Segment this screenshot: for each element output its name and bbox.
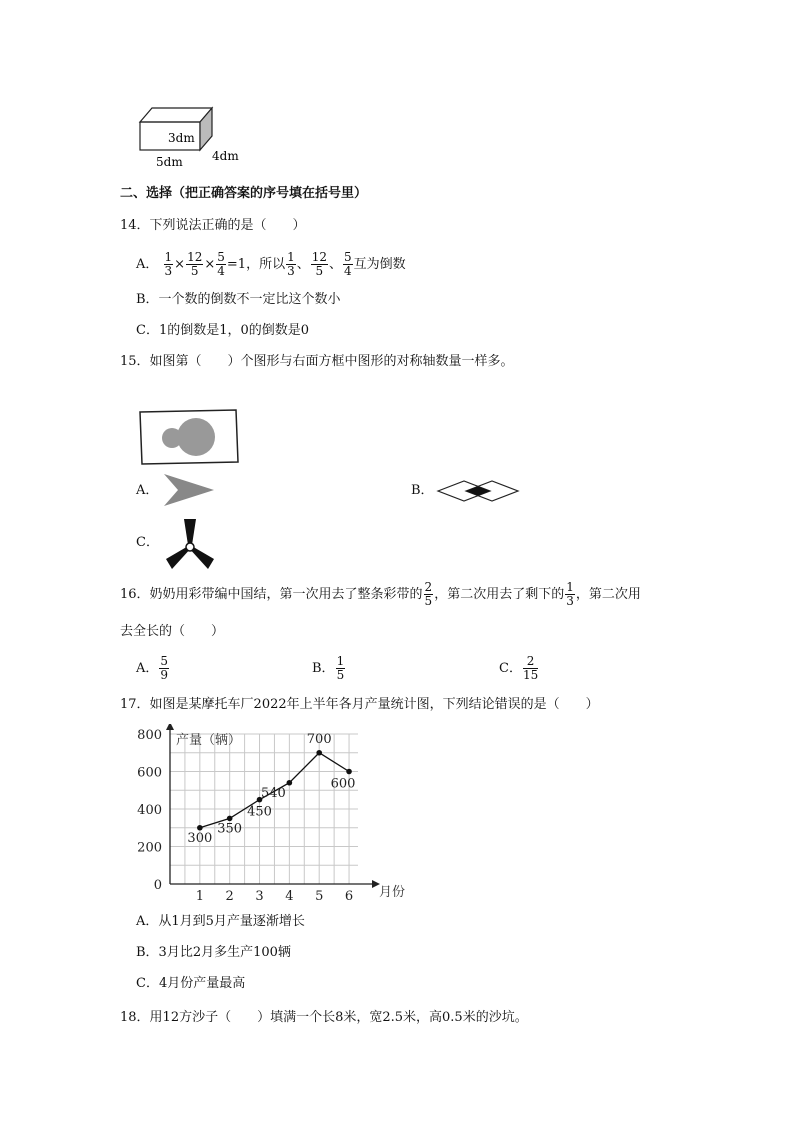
fraction: $\frac{12}{5}$ [311,250,328,278]
y-tick-label: 0 [153,878,162,893]
q14-a-tail: 互为倒数 [353,257,406,272]
fraction: $\frac{1}{3}$ [287,250,295,278]
y-tick-label: 400 [137,803,162,818]
q16-option-b: B． $\frac{1}{5}$ [312,654,345,682]
chart-axes [166,724,380,888]
q15-b-label: B． [411,483,434,498]
fraction: $\frac{5}{9}$ [160,654,169,682]
section-title: 二、选择（把正确答案的序号填在括号里） [120,186,368,201]
chart-x-axis-label: 月份 [379,885,406,900]
q15-c-label: C． [136,535,159,550]
q15-stem: 15．如图第（ ）个图形与右面方框中图形的对称轴数量一样多。 [120,354,514,369]
fraction: $\frac{1}{5}$ [336,654,345,682]
data-point [227,816,233,822]
fraction: $\frac{12}{5}$ [187,250,203,278]
production-line-chart [128,724,410,900]
data-label: 540 [260,785,286,801]
x-tick-label: 4 [285,889,294,900]
chart-y-axis-label: 产量（辆） [176,733,242,748]
box-width-label: 4dm [212,149,239,163]
data-label: 300 [187,830,213,846]
q14-a-label: A． [136,257,159,272]
fraction: $\frac{1}{3}$ [164,250,173,278]
y-tick-label: 200 [137,840,162,856]
q14-stem: 14．下列说法正确的是（ ） [120,218,306,233]
x-tick-label: 2 [225,889,234,900]
fraction: $\frac{2}{15}$ [522,654,539,682]
x-tick-label: 3 [255,889,264,900]
q16-option-c: C． $\frac{2}{15}$ [499,654,539,682]
x-tick-label: 6 [344,889,354,900]
q15-a-label: A． [136,483,159,498]
chart-series [187,732,355,846]
data-point [287,780,293,786]
y-tick-label: 600 [137,765,162,781]
double-rhombus-figure [436,480,520,502]
data-label: 700 [306,731,332,747]
reference-frame-figure [138,408,240,468]
data-point [197,825,203,831]
box-height-label: 3dm [168,131,195,145]
box-figure [134,100,244,170]
fraction: $\frac{5}{4}$ [217,250,225,278]
x-tick-label: 5 [315,889,324,900]
q17-option-c: C．4月份产量最高 [136,976,246,991]
data-label: 350 [217,821,243,837]
fraction: $\frac{1}{3}$ [566,580,574,608]
q14-option-a: A． $\frac{1}{3}$ × $\frac{12}{5}$ × $\frac{5}{4}$ =1，所以 $\frac{1}{3}$ 、 $\frac{12}{5}$ 、 $\frac{5}{4}$ 互为倒数 [136,250,406,278]
q16-stem-line2: 去全长的（ ） [120,624,225,639]
q16-option-a: A． $\frac{5}{9}$ [136,654,169,682]
propeller-shape-figure [162,517,218,573]
data-point [346,769,352,775]
q14-option-b: B．一个数的倒数不一定比这个数小 [136,292,341,307]
data-point [316,750,322,756]
q16-stem-line1: 16．奶奶用彩带编中国结，第一次用去了整条彩带的 $\frac{2}{5}$ ，第二次用去了剩下的 $\frac{1}{3}$ ，第二次用 [120,580,641,608]
y-axis-arrow [166,724,174,730]
q17-stem: 17．如图是某摩托车厂2022年上半年各月产量统计图，下列结论错误的是（ ） [120,697,599,712]
q14-option-c: C．1的倒数是1，0的倒数是0 [136,323,310,338]
box-length-label: 5dm [156,155,183,169]
q17-option-a: A．从1月到5月产量逐渐增长 [136,914,305,929]
fraction: $\frac{5}{4}$ [344,250,352,278]
q18-stem: 18．用12方沙子（ ）填满一个长8米，宽2.5米，高0.5米的沙坑。 [120,1010,528,1025]
y-tick-label: 800 [137,728,162,743]
data-label: 600 [330,776,356,792]
x-tick-label: 1 [195,889,204,900]
q17-option-b: B．3月比2月多生产100辆 [136,945,291,960]
fraction: $\frac{2}{5}$ [424,580,433,608]
q14-a-mid: =1，所以 [226,257,286,272]
arrow-shape-figure [162,472,216,508]
data-label: 450 [247,804,272,820]
